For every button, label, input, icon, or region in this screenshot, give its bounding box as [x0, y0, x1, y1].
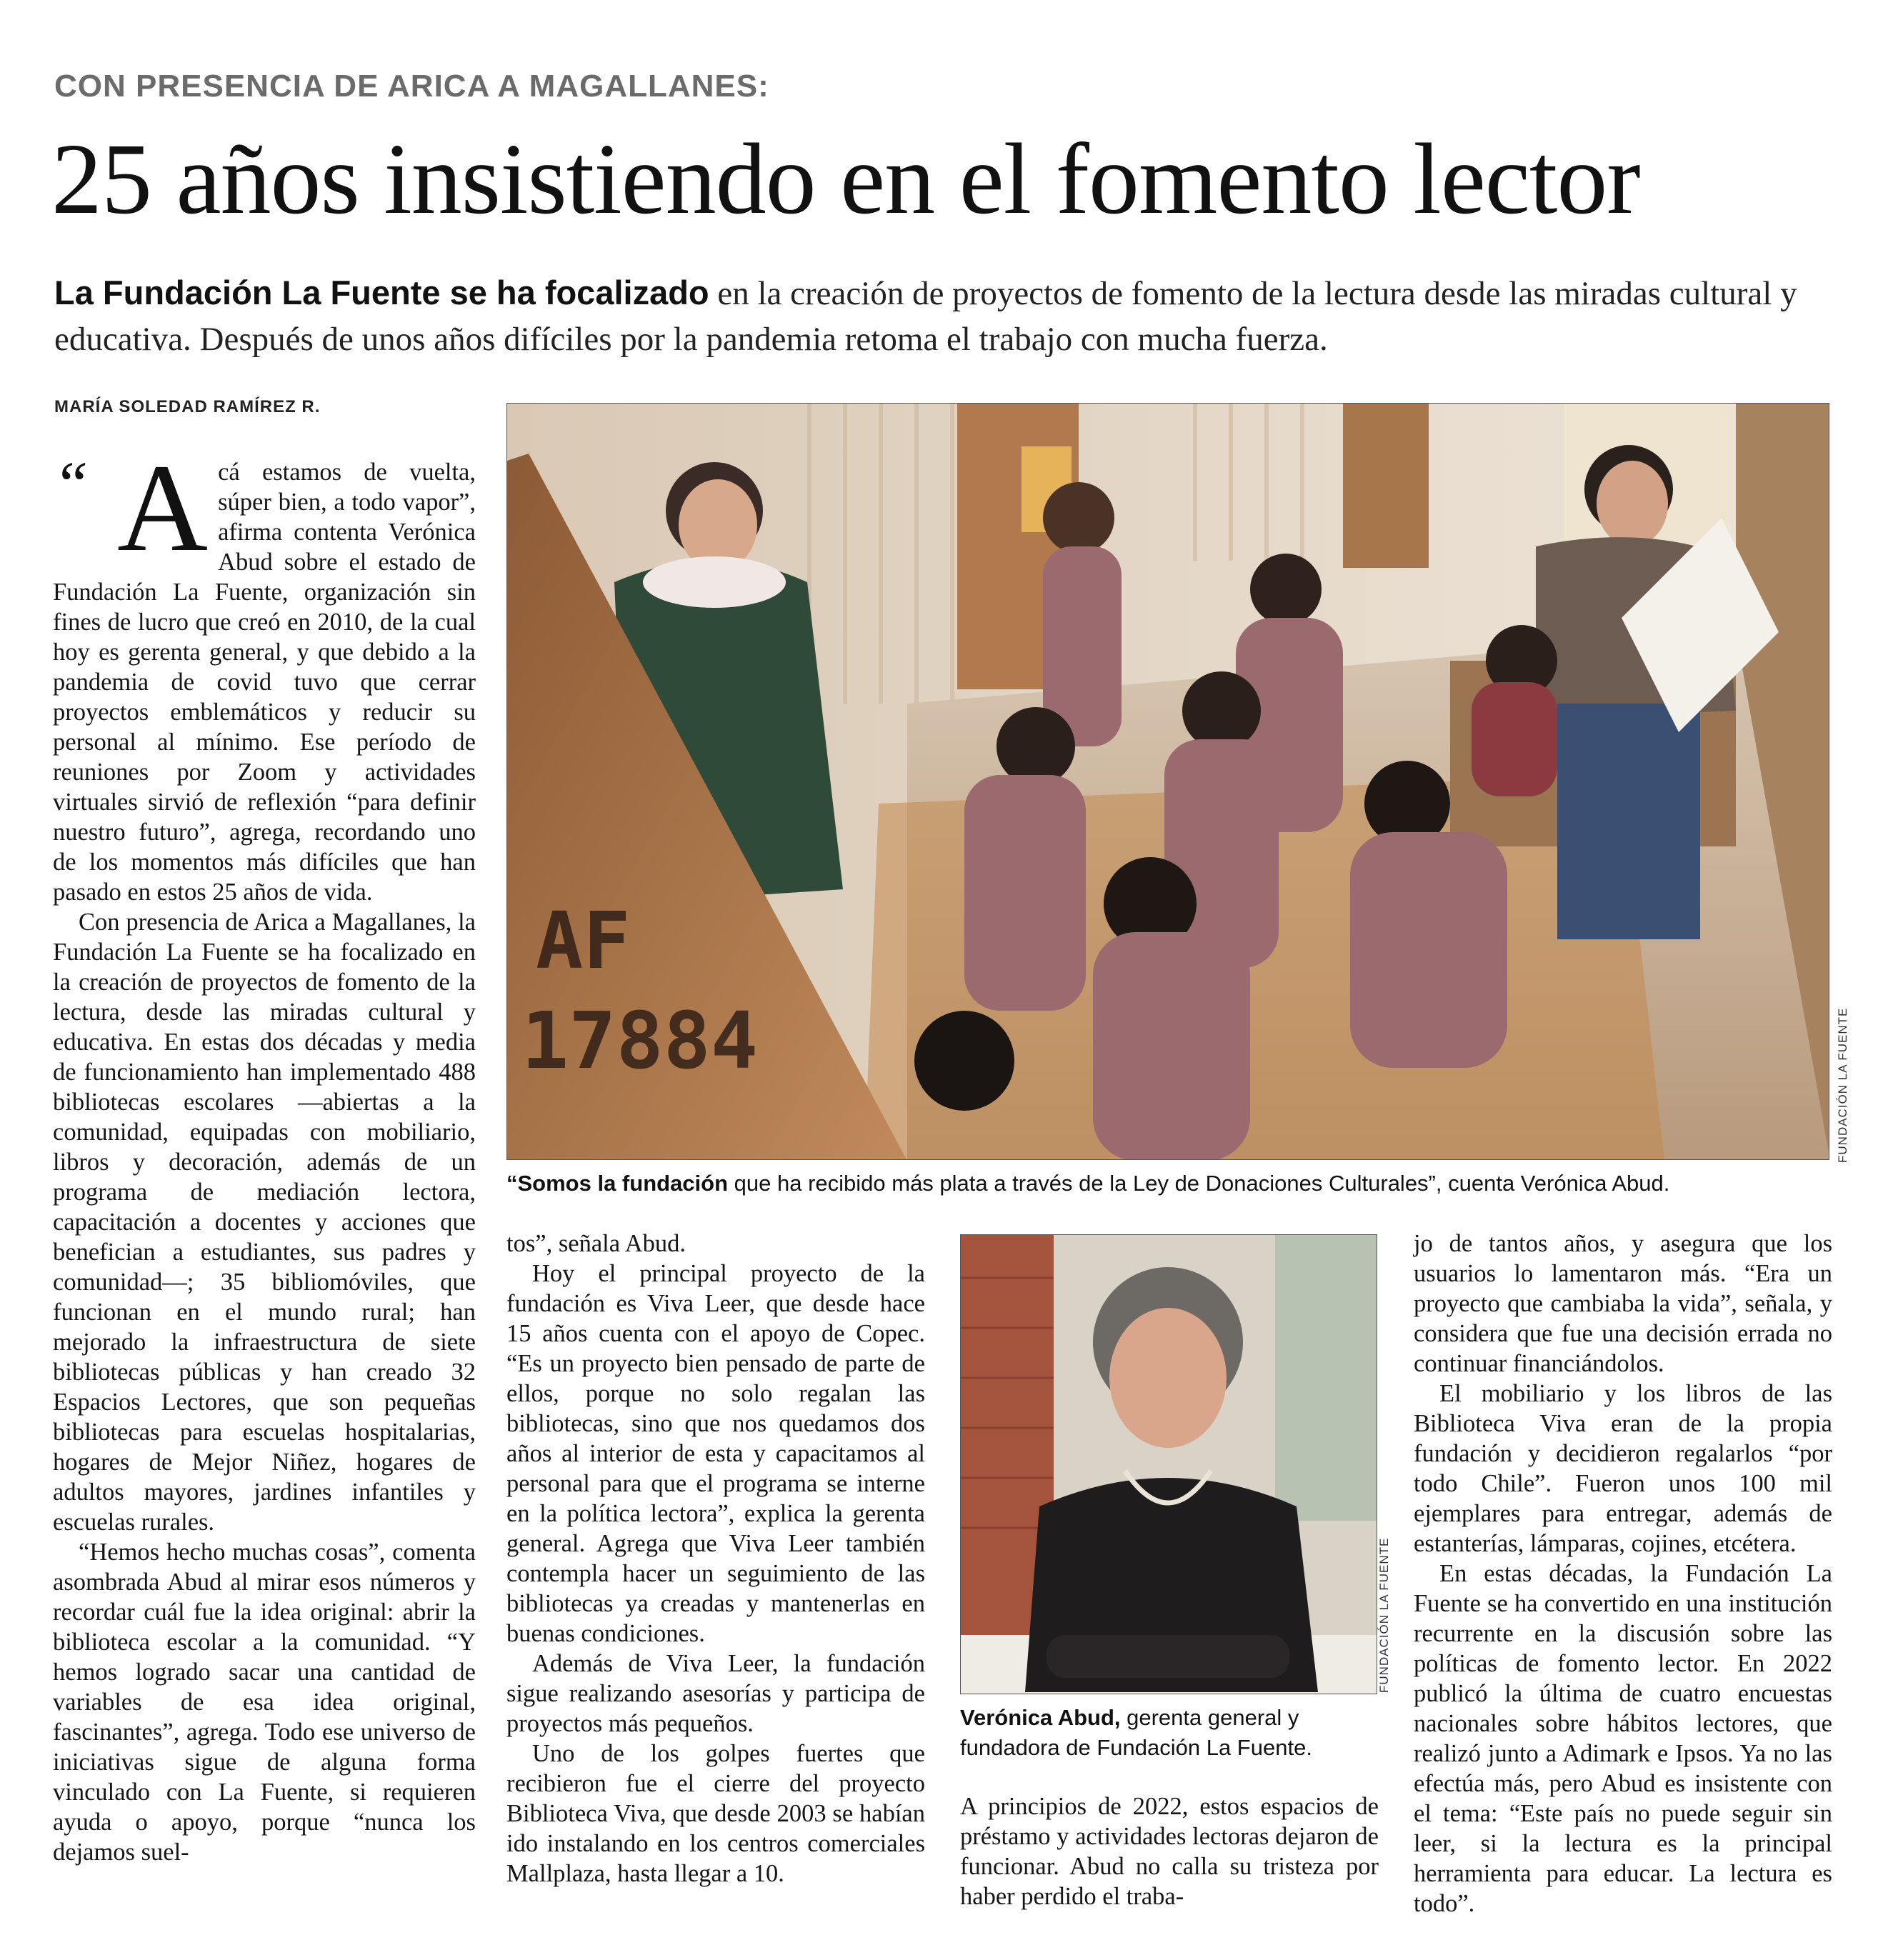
portrait-caption: [960, 1703, 1379, 1763]
portrait-caption-lead: Verónica Abud,: [960, 1705, 1121, 1730]
main-photo-credit: FUNDACIÓN LA FUENTE: [1836, 1007, 1849, 1163]
deck: [54, 270, 1840, 362]
portrait-caption-rest: gerenta general y fundadora de Fundación La Fuente.: [960, 1705, 1312, 1760]
headline: 25 años insistiendo en el fomento lector: [51, 122, 1640, 235]
col4-paragraph-1: jo de tantos años, y asegura que los usuarios lo lamentaron más. “Era un proyecto que cambiaba la vida”, señala, y considera que fue una decisión errada no continuar financiándolos.: [1414, 1230, 1832, 1377]
byline: MARÍA SOLEDAD RAMÍREZ R.: [54, 397, 321, 416]
drop-cap: A: [117, 439, 209, 578]
portrait-illustration: [961, 1235, 1377, 1694]
tent-stencil-2: 17884: [521, 995, 759, 1086]
article-column-4: [1414, 1229, 1832, 1919]
col2-paragraph-4: Uno de los golpes fuertes que recibieron fue el cierre del proyecto Biblioteca Viva, que desde 2003 se habían ido instalando en los centros comerciales Mallplaza, hasta llegar a 10.: [506, 1740, 925, 1887]
article-column-1: [53, 439, 476, 1867]
main-photo-illustration: [507, 404, 1829, 1160]
deck-rest: en la creación de proyectos de fomento de la lectura desde las miradas cultural y educativa. Después de unos años difíciles por la pandemia retoma el trabajo con mucha fuerza.: [54, 275, 1797, 358]
col2-paragraph-1: tos”, señala Abud.: [506, 1230, 686, 1257]
col2-paragraph-2: Hoy el principal proyecto de la fundación es Viva Leer, que desde hace 15 años cuenta con el apoyo de Copec. “Es un proyecto bien pensado de parte de ellos, porque no solo regalan las bibliotecas, sino que nos quedamos dos años al interior de esta y capacitamos al personal para que el programa se interne en la política lectora”, explica la gerenta general. Agrega que Viva Leer también contempla hacer un seguimiento de las bibliotecas ya creadas y mantenerlas en buenas condiciones.: [506, 1260, 925, 1647]
paragraph-3: “Hemos hecho muchas cosas”, comenta asombrada Abud al mirar esos números y recordar cuál fue la idea original: abrir la biblioteca escolar a la comunidad. “Y hemos logrado sacar una cantidad de variables de esa idea original, fascinantes”, agrega. Todo ese universo de iniciativas sigue de alguna forma vinculado con La Fuente, si requieren ayuda o apoyo, porque “nunca los dejamos suel-: [53, 1539, 476, 1866]
article-column-2: [506, 1229, 925, 1889]
portrait-photo-credit: FUNDACIÓN LA FUENTE: [1377, 1537, 1391, 1693]
col4-paragraph-2: El mobiliario y los libros de las Biblioteca Viva eran de la propia fundación y decidieron regalarlos “por todo Chile”. Fueron unos 100 mil ejemplares para entregar, además de estanterías, lámparas, cojines, etcétera.: [1414, 1380, 1832, 1557]
face: [1109, 1308, 1227, 1448]
tent-stencil-1: AF: [536, 895, 631, 986]
main-caption-lead: “Somos la fundación: [506, 1171, 729, 1196]
article-column-3: [960, 1791, 1379, 1911]
paragraph-2: Con presencia de Arica a Magallanes, la Fundación La Fuente se ha focalizado en la creación de proyectos de fomento de la lectura, desde las miradas cultural y educativa. En estas dos décadas y media de funcionamiento han implementado 488 bibliotecas escolares —abiertas a la comunidad, equipadas con mobiliario, libros y decoración, además de un programa de mediación lectora, capacitación a docentes y acciones que benefician a estudiantes, sus padres y comunidad—; 35 bibliomóviles, que funcionan en el mundo rural; han mejorado la infraestructura de siete bibliotecas públicas y han creado 32 Espacios Lectores, que son pequeñas bibliotecas para escuelas hospitalarias, hogares de Mejor Niñez, hogares de adultos mayores, jardines infantiles y escuelas rurales.: [53, 909, 476, 1536]
opening-paragraph: [53, 439, 476, 907]
main-photo-caption: [506, 1169, 1835, 1199]
main-photo: [506, 403, 1829, 1160]
col2-paragraph-3: Además de Viva Leer, la fundación sigue realizando asesorías y participa de proyectos más pequeños.: [506, 1650, 925, 1737]
paragraph-1: cá estamos de vuelta, súper bien, a todo vapor”, afirma contenta Verónica Abud sobre el estado de Fundación La Fuente, organización sin fines de lucro que creó en 2010, de la cual hoy es gerenta general, y que debido a la pandemia de covid tuvo que cerrar proyectos emblemáticos y reducir su personal al mínimo. Ese período de reuniones por Zoom y actividades virtuales sirvió de reflexión “para definir nuestro futuro”, agrega, recordando uno de los momentos más difíciles que han pasado en estos 25 años de vida.: [53, 459, 476, 906]
col3-paragraph-1: A principios de 2022, estos espacios de préstamo y actividades lectoras dejaron de funcionar. Abud no calla su tristeza por haber perdido el traba-: [960, 1793, 1379, 1910]
main-caption-rest: que ha recibido más plata a través de la Ley de Donaciones Culturales”, cuenta Verónica Abud.: [728, 1171, 1670, 1196]
kicker: CON PRESENCIA DE ARICA A MAGALLANES:: [54, 69, 769, 104]
opening-quote: “: [53, 449, 89, 520]
folded-arms: [1047, 1635, 1289, 1678]
deck-lead: La Fundación La Fuente se ha focalizado: [54, 274, 709, 311]
col4-paragraph-3: En estas décadas, la Fundación La Fuente se ha convertido en una institución recurrente en la discusión sobre las políticas de fomento lector. En 2022 publicó la última de cuatro encuestas nacionales sobre hábitos lectores, que realizó junto a Adimark e Ipsos. Ya no las efectúa más, pero Abud es insistente con el tema: “Este país no puede seguir sin leer, si la lectura es la principal herramienta para educar. La lectura es todo”.: [1414, 1560, 1832, 1917]
portrait-photo: [960, 1234, 1377, 1694]
